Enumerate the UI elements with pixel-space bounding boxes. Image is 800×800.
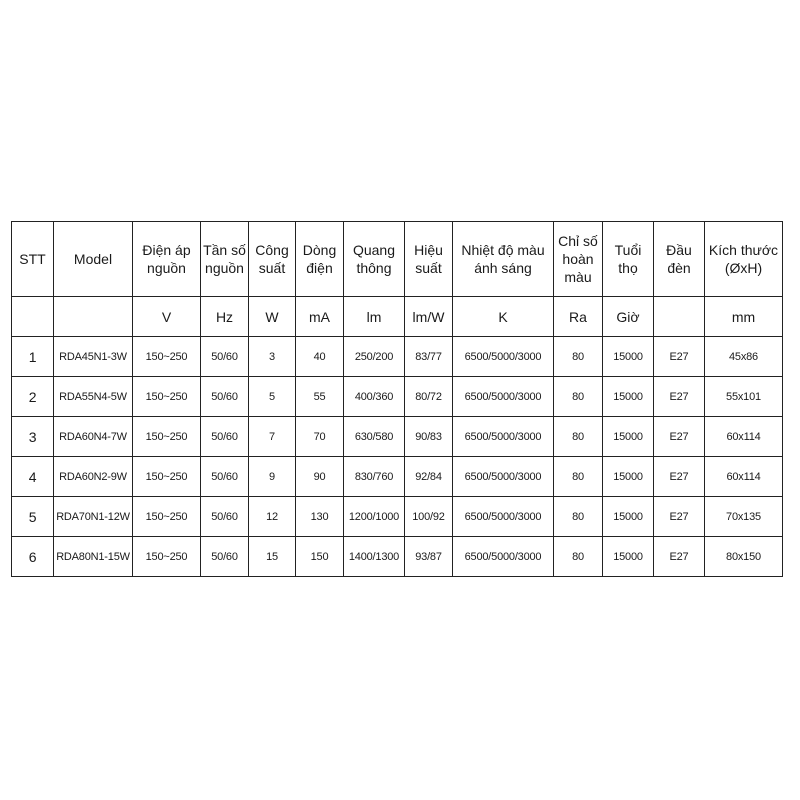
cell-cri: 80 xyxy=(554,457,603,497)
cell-stt: 2 xyxy=(12,377,54,417)
unit-cell: W xyxy=(249,297,296,337)
unit-cell: K xyxy=(453,297,554,337)
table-body xyxy=(12,337,783,577)
cell-model: RDA60N4-7W xyxy=(54,417,133,457)
cell-model: RDA70N1-12W xyxy=(54,497,133,537)
header-stt: STT xyxy=(12,222,54,297)
spec-table xyxy=(11,221,783,577)
unit-cell: mA xyxy=(296,297,344,337)
cell-efficacy: 100/92 xyxy=(405,497,453,537)
cell-voltage: 150~250 xyxy=(133,377,201,417)
header-lifetime: Tuổi thọ xyxy=(603,222,654,297)
header-luminous-flux: Quang thông xyxy=(344,222,405,297)
header-cri: Chỉ số hoàn màu xyxy=(554,222,603,297)
cell-lifetime: 15000 xyxy=(603,537,654,577)
cell-base: E27 xyxy=(654,337,705,377)
cell-cri: 80 xyxy=(554,497,603,537)
cell-efficacy: 83/77 xyxy=(405,337,453,377)
cell-voltage: 150~250 xyxy=(133,497,201,537)
cell-frequency: 50/60 xyxy=(201,337,249,377)
cell-frequency: 50/60 xyxy=(201,417,249,457)
header-row xyxy=(12,222,783,297)
unit-cell xyxy=(54,297,133,337)
cell-power: 7 xyxy=(249,417,296,457)
cell-model: RDA55N4-5W xyxy=(54,377,133,417)
cell-lifetime: 15000 xyxy=(603,337,654,377)
cell-lifetime: 15000 xyxy=(603,457,654,497)
table-row xyxy=(12,537,783,577)
header-efficacy: Hiệu suất xyxy=(405,222,453,297)
header-power: Công suất xyxy=(249,222,296,297)
cell-luminous-flux: 400/360 xyxy=(344,377,405,417)
unit-cell: mm xyxy=(705,297,783,337)
header-current: Dòng điện xyxy=(296,222,344,297)
cell-base: E27 xyxy=(654,537,705,577)
header-frequency: Tần số nguồn xyxy=(201,222,249,297)
cell-luminous-flux: 1200/1000 xyxy=(344,497,405,537)
cell-power: 3 xyxy=(249,337,296,377)
cell-current: 40 xyxy=(296,337,344,377)
table-row xyxy=(12,377,783,417)
cell-power: 5 xyxy=(249,377,296,417)
cell-base: E27 xyxy=(654,497,705,537)
header-model: Model xyxy=(54,222,133,297)
cell-efficacy: 92/84 xyxy=(405,457,453,497)
cell-model: RDA60N2-9W xyxy=(54,457,133,497)
cell-color-temperature: 6500/5000/3000 xyxy=(453,377,554,417)
cell-voltage: 150~250 xyxy=(133,537,201,577)
header-dimensions: Kích thước (ØxH) xyxy=(705,222,783,297)
header-base: Đầu đèn xyxy=(654,222,705,297)
cell-power: 15 xyxy=(249,537,296,577)
cell-stt: 1 xyxy=(12,337,54,377)
cell-dimensions: 60x114 xyxy=(705,417,783,457)
cell-dimensions: 55x101 xyxy=(705,377,783,417)
cell-efficacy: 90/83 xyxy=(405,417,453,457)
table-row xyxy=(12,497,783,537)
cell-cri: 80 xyxy=(554,377,603,417)
cell-voltage: 150~250 xyxy=(133,417,201,457)
cell-luminous-flux: 250/200 xyxy=(344,337,405,377)
cell-frequency: 50/60 xyxy=(201,457,249,497)
cell-stt: 5 xyxy=(12,497,54,537)
cell-lifetime: 15000 xyxy=(603,497,654,537)
cell-efficacy: 80/72 xyxy=(405,377,453,417)
cell-current: 55 xyxy=(296,377,344,417)
unit-row xyxy=(12,297,783,337)
unit-cell: Giờ xyxy=(603,297,654,337)
cell-color-temperature: 6500/5000/3000 xyxy=(453,537,554,577)
unit-cell: lm xyxy=(344,297,405,337)
unit-cell xyxy=(12,297,54,337)
unit-cell: lm/W xyxy=(405,297,453,337)
cell-power: 9 xyxy=(249,457,296,497)
cell-dimensions: 45x86 xyxy=(705,337,783,377)
cell-current: 90 xyxy=(296,457,344,497)
cell-lifetime: 15000 xyxy=(603,377,654,417)
cell-current: 130 xyxy=(296,497,344,537)
cell-stt: 3 xyxy=(12,417,54,457)
header-voltage: Điện áp nguồn xyxy=(133,222,201,297)
table-row xyxy=(12,417,783,457)
cell-frequency: 50/60 xyxy=(201,497,249,537)
cell-model: RDA45N1-3W xyxy=(54,337,133,377)
unit-cell: Hz xyxy=(201,297,249,337)
cell-frequency: 50/60 xyxy=(201,537,249,577)
cell-lifetime: 15000 xyxy=(603,417,654,457)
cell-color-temperature: 6500/5000/3000 xyxy=(453,497,554,537)
table-row xyxy=(12,457,783,497)
cell-base: E27 xyxy=(654,457,705,497)
cell-voltage: 150~250 xyxy=(133,337,201,377)
cell-base: E27 xyxy=(654,417,705,457)
cell-luminous-flux: 1400/1300 xyxy=(344,537,405,577)
cell-color-temperature: 6500/5000/3000 xyxy=(453,457,554,497)
cell-cri: 80 xyxy=(554,337,603,377)
cell-cri: 80 xyxy=(554,417,603,457)
cell-model: RDA80N1-15W xyxy=(54,537,133,577)
cell-voltage: 150~250 xyxy=(133,457,201,497)
table-row xyxy=(12,337,783,377)
cell-cri: 80 xyxy=(554,537,603,577)
cell-color-temperature: 6500/5000/3000 xyxy=(453,337,554,377)
cell-dimensions: 80x150 xyxy=(705,537,783,577)
unit-cell: Ra xyxy=(554,297,603,337)
cell-color-temperature: 6500/5000/3000 xyxy=(453,417,554,457)
cell-current: 150 xyxy=(296,537,344,577)
cell-stt: 6 xyxy=(12,537,54,577)
header-color-temperature: Nhiệt độ màu ánh sáng xyxy=(453,222,554,297)
cell-current: 70 xyxy=(296,417,344,457)
unit-cell xyxy=(654,297,705,337)
cell-luminous-flux: 830/760 xyxy=(344,457,405,497)
cell-stt: 4 xyxy=(12,457,54,497)
cell-efficacy: 93/87 xyxy=(405,537,453,577)
cell-luminous-flux: 630/580 xyxy=(344,417,405,457)
unit-cell: V xyxy=(133,297,201,337)
cell-frequency: 50/60 xyxy=(201,377,249,417)
cell-base: E27 xyxy=(654,377,705,417)
cell-dimensions: 60x114 xyxy=(705,457,783,497)
cell-power: 12 xyxy=(249,497,296,537)
cell-dimensions: 70x135 xyxy=(705,497,783,537)
